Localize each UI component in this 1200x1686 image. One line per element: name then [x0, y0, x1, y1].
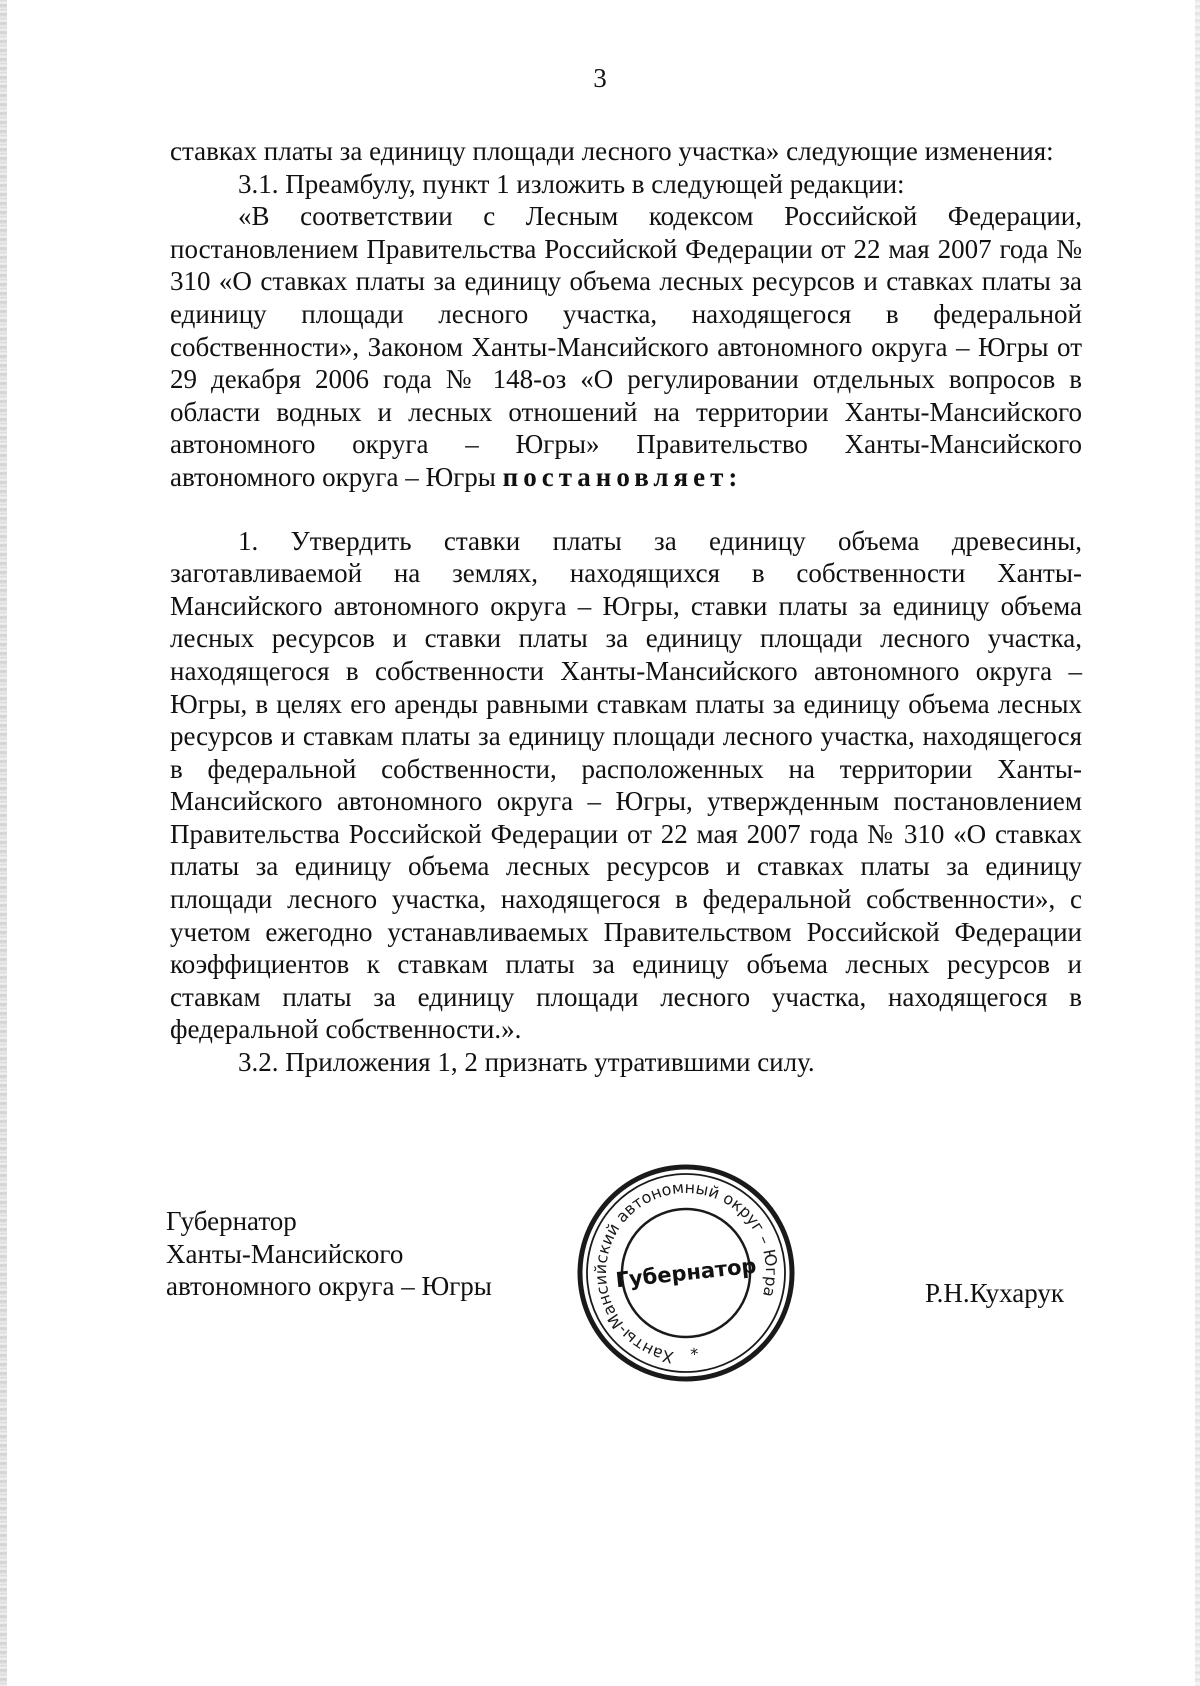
- paragraph-continuation: ставках платы за единицу площади лесного участка» следующие изменения:: [170, 136, 1054, 166]
- seal-star: *: [689, 1344, 700, 1364]
- signatory-title-line-1: Губернатор: [166, 1206, 297, 1236]
- resolves-keyword: постановляет:: [502, 461, 743, 492]
- paragraph-3-1: 3.1. Преамбулу, пункт 1 изложить в следующей редакции:: [238, 168, 905, 199]
- paragraph-preamble: [170, 200, 1082, 493]
- signatory-title: [166, 1205, 492, 1303]
- paragraph-gap: [170, 494, 1082, 525]
- scan-edge-left: [0, 0, 7, 1686]
- signatory-name: Р.Н.Кухарук: [925, 1278, 1065, 1308]
- paragraph-3-2: 3.2. Приложения 1, 2 признать утратившими силу.: [238, 1047, 815, 1078]
- signatory-title-line-2: Ханты-Мансийского: [166, 1238, 404, 1269]
- page-number: 3: [593, 63, 607, 93]
- document-body: [170, 135, 1082, 1079]
- scan-edge-right: [1195, 0, 1200, 1686]
- signatory-title-line-3: автономного округа – Югры: [166, 1271, 492, 1302]
- seal-ring-text: Ханты-Мансийский автономный округ – Югра: [590, 1177, 782, 1367]
- paragraph-item-1: 1. Утвердить ставки платы за единицу объема древесины, заготавливаемой на землях, находящихся в собственности Ханты-Мансийского автономного округа – Югры, ставки платы за единицу объема лесных ресурсов и ставки платы за единицу площади лесного участка, находящегося в собственности Ханты-Мансийского автономного округа – Югры, в целях его аренды равными ставкам платы за единицу объема лесных ресурсов и ставкам платы за единицу площади лесного участка, находящегося в федеральной собственности, расположенных на территории Ханты-Мансийского автономного округа – Югры, утвержденным постановлением Правительства Российской Федерации от 22 мая 2007 года № 310 «О ставках платы за единицу объема лесных ресурсов и ставках платы за единицу площади лесного участка, находящегося в федеральной собственности», с учетом ежегодно устанавливаемых Правительством Российской Федерации коэффициентов к ставкам платы за единицу объема лесных ресурсов и ставкам платы за единицу площади лесного участка, находящегося в федеральной собственности.».: [170, 525, 1082, 1045]
- seal-center-text: Губернатор: [614, 1253, 758, 1293]
- official-seal: [572, 1159, 800, 1387]
- preamble-text: «В соответствии с Лесным кодексом Российской Федерации, постановлением Правительства Российской Федерации от 22 мая 2007 года № 310 «О ставках платы за единицу объема лесных ресурсов и ставках платы за единицу площади лесного участка, находящегося в федеральной собственности», Законом Ханты-Мансийского автономного округа – Югры от 29 декабря 2006 года № 148-оз «О регулировании отдельных вопросов в области водных и лесных отношений на территории Ханты-Мансийского автономного округа – Югры» Правительство Ханты-Мансийского автономного округа – Югры: [170, 201, 1082, 492]
